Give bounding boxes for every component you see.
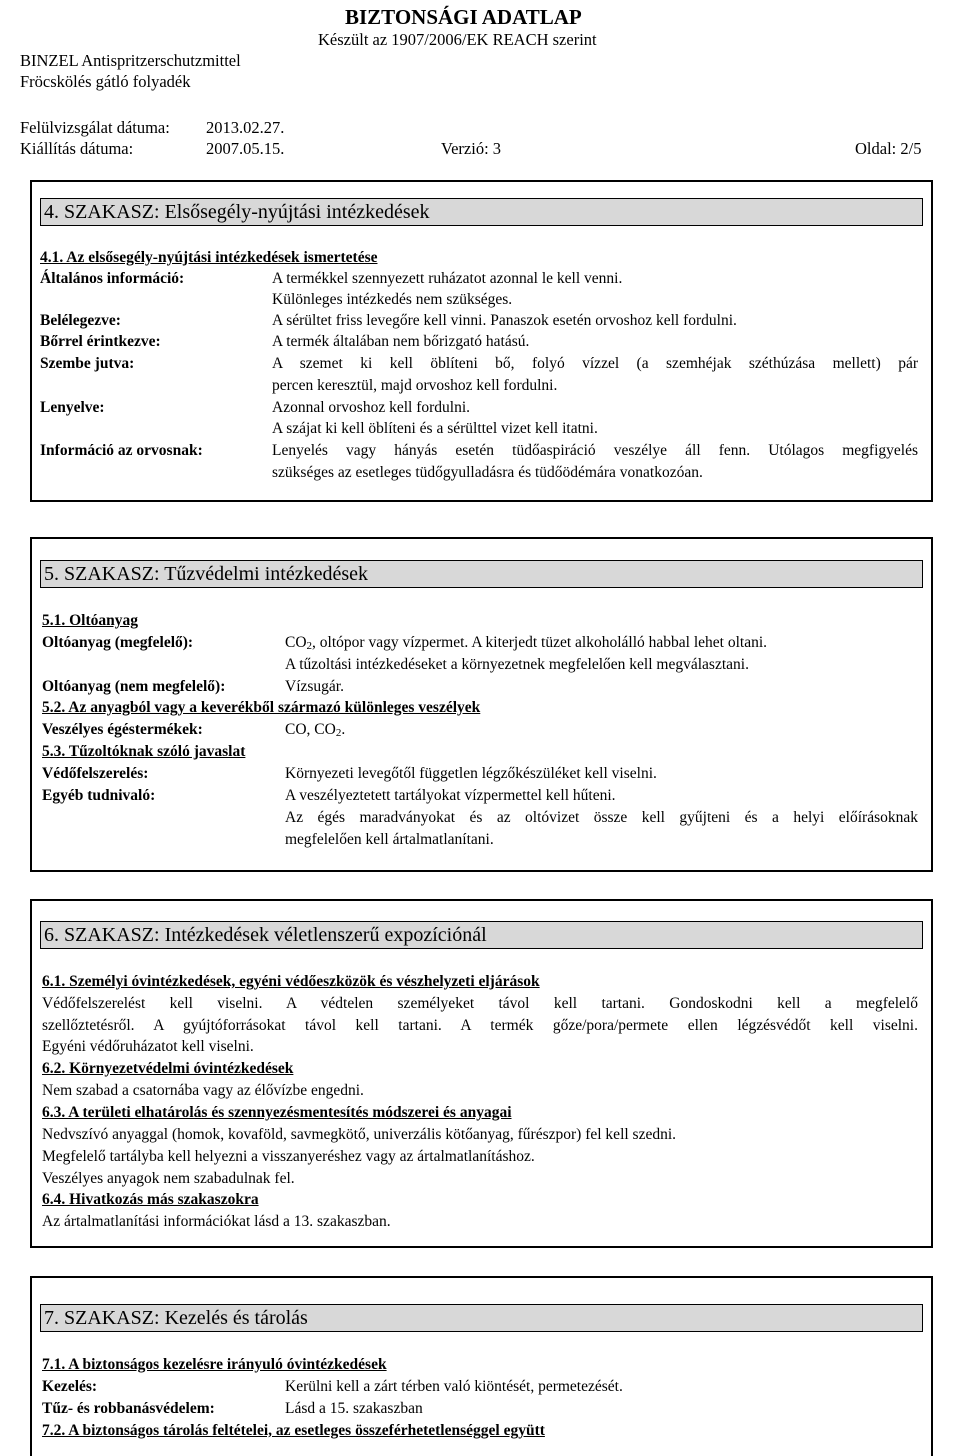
swallow-label: Lenyelve: xyxy=(40,399,105,416)
ppe-label: Védőfelszerelés: xyxy=(42,765,149,782)
doctor-label: Információ az orvosnak: xyxy=(40,442,203,459)
other-text-3: megfelelően kell ártalmatlanítani. xyxy=(285,831,494,848)
subsection-6-4: 6.4. Hivatkozás más szakaszokra xyxy=(42,1191,259,1208)
subsection-4-1: 4.1. Az elsősegély-nyújtási intézkedések ismertetése xyxy=(40,249,378,266)
unsuitable-text: Vízsugár. xyxy=(285,678,344,695)
handling-label: Kezelés: xyxy=(42,1378,98,1395)
section-5-title: 5. SZAKASZ: Tűzvédelmi intézkedések xyxy=(40,560,923,588)
other-text-1: A veszélyeztetett tartályokat vízpermettel kell hűteni. xyxy=(285,787,616,804)
s6-p2: Nem szabad a csatornába vagy az élővízbe engedni. xyxy=(42,1082,364,1099)
product-name-hu: Fröcskölés gátló folyadék xyxy=(20,72,191,91)
section-4-title: 4. SZAKASZ: Elsősegély-nyújtási intézkedések xyxy=(40,198,923,226)
s6-p1-line1: Védőfelszerelést kell viselni. A védtelen személyeket távol kell tartani. Gondoskodni kell a megfelelő xyxy=(42,995,918,1012)
fire-protection-text: Lásd a 15. szakaszban xyxy=(285,1400,423,1417)
general-label: Általános információ: xyxy=(40,270,185,287)
swallow-text-2: A szájat ki kell öblíteni és a sérülttel vizet kell itatni. xyxy=(272,420,598,437)
subsection-6-3: 6.3. A területi elhatárolás és szennyezésmentesítés módszerei és anyagai xyxy=(42,1104,512,1121)
issue-date: 2007.05.15. xyxy=(206,139,285,158)
combustion-label: Veszélyes égéstermékek: xyxy=(42,721,203,738)
ppe-text: Környezeti levegőtől független légzőkészüléket kell viselni. xyxy=(285,765,657,782)
subsection-6-1: 6.1. Személyi óvintézkedések, egyéni védőeszközök és vészhelyzeti eljárások xyxy=(42,973,540,990)
swallow-text-1: Azonnal orvoshoz kell fordulni. xyxy=(272,399,471,416)
section-7-title: 7. SZAKASZ: Kezelés és tárolás xyxy=(40,1304,923,1332)
page-number: Oldal: 2/5 xyxy=(855,139,922,158)
section-5 xyxy=(30,537,933,872)
other-label: Egyéb tudnivaló: xyxy=(42,787,156,804)
s6-p1-line3: Egyéni védőruházatot kell viselni. xyxy=(42,1038,254,1055)
suitable-label: Oltóanyag (megfelelő): xyxy=(42,634,194,651)
skin-label: Bőrrel érintkezve: xyxy=(40,333,161,350)
section-6-title: 6. SZAKASZ: Intézkedések véletlenszerű expozíciónál xyxy=(40,921,923,949)
eye-text-2: percen keresztül, majd orvoshoz kell fordulni. xyxy=(272,377,558,394)
revision-label: Felülvizsgálat dátuma: xyxy=(20,118,170,137)
doctor-text-1: Lenyelés vagy hányás esetén tüdőaspiráció veszélye áll fenn. Utólagos megfigyelés xyxy=(272,442,918,459)
subsection-5-3: 5.3. Tűzoltóknak szóló javaslat xyxy=(42,743,246,760)
section-6 xyxy=(30,899,933,1248)
fire-protection-label: Tűz- és robbanásvédelem: xyxy=(42,1400,215,1417)
suitable-text-2: A tűzoltási intézkedéseket a környezetnek megfelelően kell megválasztani. xyxy=(285,656,749,673)
s6-p1-line2: szellőztetésről. A gyújtóforrásokat távol kell tartani. A termék gőze/pora/permete ellen légzésvédőt kell viselni. xyxy=(42,1017,918,1034)
eye-label: Szembe jutva: xyxy=(40,355,135,372)
document-title: BIZTONSÁGI ADATLAP xyxy=(345,5,582,29)
inhale-text: A sérültet friss levegőre kell vinni. Panaszok esetén orvoshoz kell fordulni. xyxy=(272,312,737,329)
s6-p3-line3: Veszélyes anyagok nem szabadulnak fel. xyxy=(42,1170,295,1187)
other-text-2: Az égés maradványokat és az oltóvizet össze kell gyűjteni és a helyi előírásoknak xyxy=(285,809,918,826)
doctor-text-2: szükséges az esetleges tüdőgyulladásra és tüdőödémára vonatkozóan. xyxy=(272,464,703,481)
issue-label: Kiállítás dátuma: xyxy=(20,139,134,158)
s6-p3-line1: Nedvszívó anyaggal (homok, kovaföld, savmegkötő, univerzális kötőanyag, fűrészpor) fel kell szedni. xyxy=(42,1126,677,1143)
subsection-7-2: 7.2. A biztonságos tárolás feltételei, az esetleges összeférhetetlenséggel együtt xyxy=(42,1422,545,1439)
s6-p3-line2: Megfelelő tartályba kell helyezni a visszanyeréshez vagy az ártalmatlanításhoz. xyxy=(42,1148,535,1165)
inhale-label: Belélegezve: xyxy=(40,312,121,329)
document-subtitle: Készült az 1907/2006/EK REACH szerint xyxy=(318,30,597,49)
skin-text: A termék általában nem bőrizgató hatású. xyxy=(272,333,530,350)
section-7 xyxy=(30,1276,933,1456)
subsection-6-2: 6.2. Környezetvédelmi óvintézkedések xyxy=(42,1060,294,1077)
version: Verzió: 3 xyxy=(441,139,502,158)
suitable-text-1: $CO_2$, oltópor vagy vízpermet. A kiterjedt tüzet alkoholálló habbal lehet oltani. xyxy=(285,634,768,652)
s6-p4: Az ártalmatlanítási információkat lásd a 13. szakaszban. xyxy=(42,1213,391,1230)
product-name: BINZEL Antispritzerschutzmittel xyxy=(20,51,241,70)
handling-text: Kerülni kell a zárt térben való kiöntését, permetezését. xyxy=(285,1378,623,1395)
general-text-1: A termékkel szennyezett ruházatot azonnal le kell venni. xyxy=(272,270,623,287)
section-4 xyxy=(30,180,933,502)
subsection-5-2: 5.2. Az anyagból vagy a keverékből származó különleges veszélyek xyxy=(42,699,481,716)
subsection-7-1: 7.1. A biztonságos kezelésre irányuló óvintézkedések xyxy=(42,1356,387,1373)
unsuitable-label: Oltóanyag (nem megfelelő): xyxy=(42,678,226,695)
eye-text-1: A szemet ki kell öblíteni bő, folyó vízzel (a szemhéjak széthúzása mellett) pár xyxy=(272,355,918,372)
general-text-2: Különleges intézkedés nem szükséges. xyxy=(272,291,513,308)
subsection-5-1: 5.1. Oltóanyag xyxy=(42,612,139,629)
combustion-text: CO, $CO_2$. xyxy=(285,721,346,739)
revision-date: 2013.02.27. xyxy=(206,118,285,137)
